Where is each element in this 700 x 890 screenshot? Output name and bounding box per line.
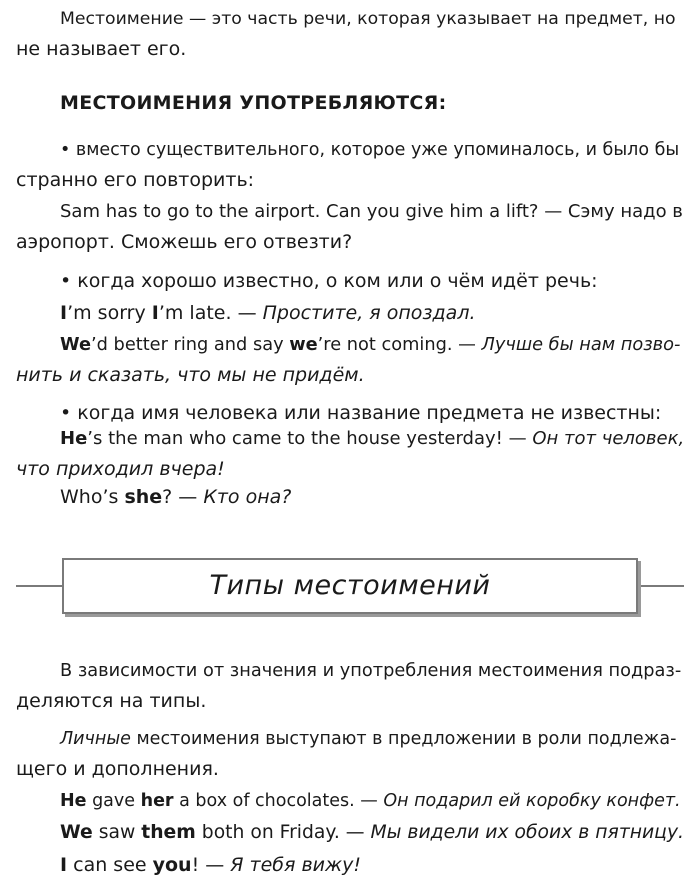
example-he-gave-her: He gave her a box of chocolates. — Он подарил ей коробку конфет. [60,791,681,811]
example-wed-better: We’d better ring and say we’re not coming. — Лучше бы нам позво- [60,335,681,355]
pronoun: we [289,335,318,355]
example-airport: Sam has to go to the airport. Can you give him a lift? — Сэму надо в [60,201,683,222]
section-title-band [16,558,684,614]
types-intro: В зависимости от значения и употребления местоимения подраз- [60,661,682,681]
title-rule-right [638,585,684,587]
pronoun: We [60,335,91,355]
translation: Простите, я опоздал. [262,302,476,324]
bullet-replace-noun: • вместо существительного, которое уже упоминалось, и было бы [60,140,680,160]
example-hes-the-man: He’s the man who came to the house yesterday! — Он тот человек, [60,428,685,449]
translation: Я тебя вижу! [230,854,361,876]
intro-line: Местоимение — это часть речи, которая указывает на предмет, но [60,9,676,29]
example-im-sorry: I’m sorry I’m late. — Простите, я опоздал. [60,302,476,324]
translation: Он подарил ей коробку конфет. [383,791,681,811]
translation: Лучше бы нам позво- [481,335,681,355]
translation: Мы видели их обоих в пятницу. [370,822,685,843]
translation: Кто она? [203,486,292,508]
usage-heading: МЕСТОИМЕНИЯ УПОТРЕБЛЯЮТСЯ: [60,92,447,114]
types-intro-cont: деляются на типы. [16,690,207,712]
pronoun: We [60,822,93,843]
pronoun: He [60,791,87,811]
personal-pronouns-def-cont: щего и дополнения. [16,758,219,780]
section-title-box [62,558,638,614]
pronoun: He [60,428,88,449]
term-italic: Личные [60,729,131,749]
example-airport-cont: аэропорт. Сможешь его отвезти? [16,231,353,253]
pronoun: she [124,486,163,508]
section-title: Типы местоимений [209,570,491,601]
translation: что приходил вчера! [16,458,225,480]
pronoun: her [140,791,174,811]
pronoun: you [152,854,192,876]
pronoun: them [141,822,196,843]
intro-definition-cont [16,34,684,64]
intro-line: не называет его. [16,38,187,60]
pronoun: I [60,302,68,324]
example-hes-the-man-cont [16,454,684,484]
pronoun: I [151,302,159,324]
bullet-replace-noun-cont: странно его повторить: [16,169,255,191]
intro-definition [16,4,684,34]
bullet-known-subject: • когда хорошо известно, о ком или о чём идёт речь: [60,270,598,292]
translation: нить и сказать, что мы не придём. [16,364,365,386]
example-we-saw-them: We saw them both on Friday. — Мы видели их обоих в пятницу. [60,822,685,843]
example-whos-she: Who’s she? — Кто она? [60,486,292,508]
personal-pronouns-def: Личные местоимения выступают в предложении в роли подлежа- [60,729,677,749]
bullet-unknown-name: • когда имя человека или название предмета не известны: [60,402,662,424]
title-rule-left [16,585,62,587]
pronoun: I [60,854,68,876]
example-i-can-see-you: I can see you! — Я тебя вижу! [60,854,361,876]
example-wed-better-cont [16,360,684,390]
translation: Он тот человек, [532,428,685,449]
